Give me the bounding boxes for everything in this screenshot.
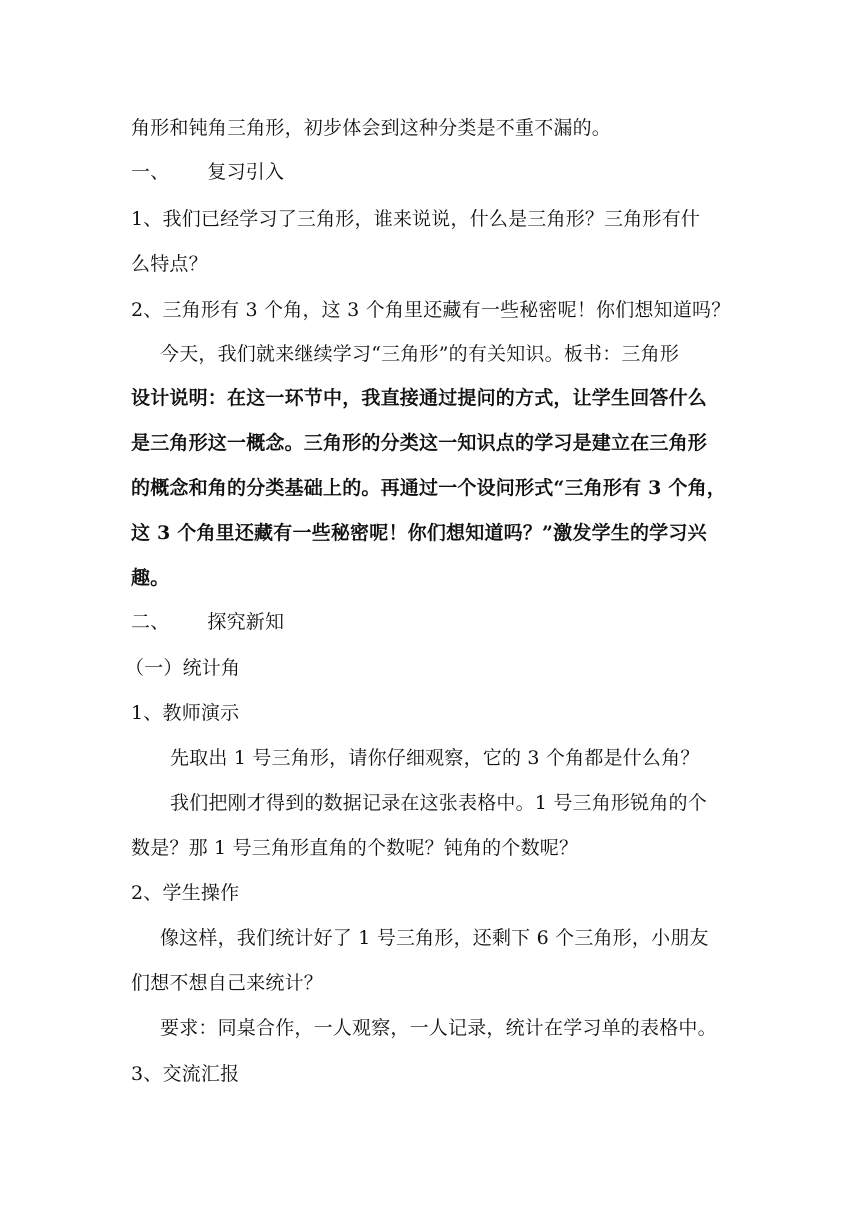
paragraph-line: 我们把刚才得到的数据记录在这张表格中。1 号三角形锐角的个 (170, 792, 707, 814)
paragraph-line: 数是？那 1 号三角形直角的个数呢？钝角的个数呢？ (131, 837, 579, 859)
paragraph-line: 们想不想自己来统计？ (131, 972, 324, 994)
design-note-line: 这 3 个角里还藏有一些秘密呢！你们想知道吗？”激发学生的学习兴 (131, 522, 707, 544)
paragraph-line: 角形和钝角三角形，初步体会到这种分类是不重不漏的。 (131, 117, 612, 139)
design-note-line: 趣。 (131, 567, 170, 589)
section-number: 一、 (131, 161, 170, 183)
design-note-line: 是三角形这一概念。三角形的分类这一知识点的学习是建立在三角形 (131, 432, 708, 454)
section-number: 二、 (131, 611, 170, 633)
paragraph-line: 1、我们已经学习了三角形，谁来说说，什么是三角形？三角形有什 (131, 208, 701, 230)
section-heading-explore (131, 610, 284, 634)
paragraph-line: 2、三角形有 3 个角，这 3 个角里还藏有一些秘密呢！你们想知道吗？ (131, 299, 731, 321)
paragraph-line: 像这样，我们统计好了 1 号三角形，还剩下 6 个三角形，小朋友 (160, 927, 709, 949)
section-title: 探究新知 (207, 611, 285, 633)
section-heading-review (131, 160, 284, 184)
paragraph-line: 么特点？ (131, 253, 208, 275)
paragraph-line: 今天，我们就来继续学习“三角形”的有关知识。板书：三角形 (160, 343, 680, 365)
paragraph-line: 要求：同桌合作，一人观察，一人记录，统计在学习单的表格中。 (160, 1017, 717, 1039)
paragraph-line: 3、交流汇报 (131, 1063, 240, 1085)
section-title: 复习引入 (207, 161, 285, 183)
design-note-line: 的概念和角的分类基础上的。再通过一个设问形式“三角形有 3 个角， (131, 477, 726, 499)
paragraph-line: 1、教师演示 (131, 702, 240, 724)
design-note-line: 设计说明：在这一环节中，我直接通过提问的方式，让学生回答什么 (131, 387, 708, 409)
paragraph-line: 先取出 1 号三角形，请你仔细观察，它的 3 个角都是什么角？ (170, 747, 700, 769)
paragraph-line: 2、学生操作 (131, 882, 240, 904)
subsection-heading: （一）统计角 (125, 657, 241, 679)
